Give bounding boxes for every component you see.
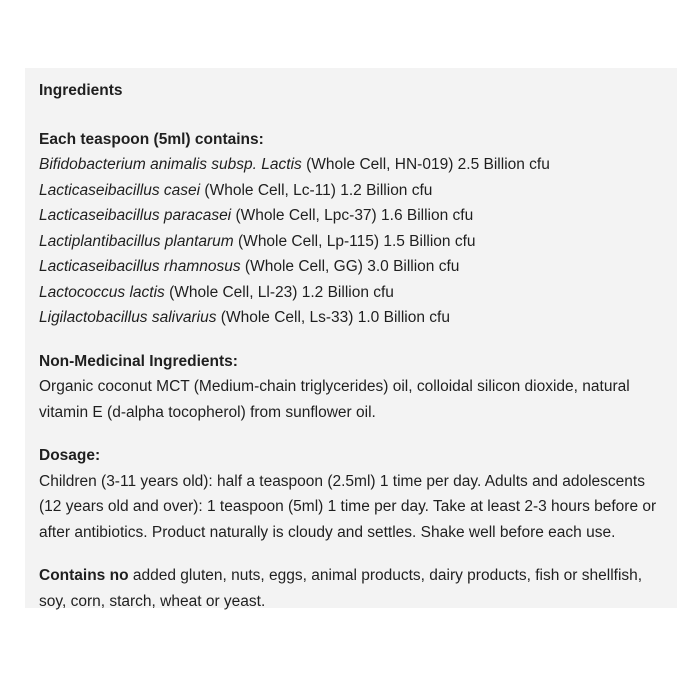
medicinal-ingredients-section [39,127,677,331]
allergen-statement [39,563,664,614]
ingredient-species: Ligilactobacillus salivarius [39,309,217,326]
ingredient-detail: (Whole Cell, Ll-23) 1.2 Billion cfu [164,283,394,301]
ingredient-species: Lacticaseibacillus rhamnosus [39,258,241,275]
dosage-heading: Dosage: [39,447,101,464]
ingredient-detail: (Whole Cell, Ls-33) 1.0 Billion cfu [216,309,450,326]
ingredient-detail: (Whole Cell, Lpc-37) 1.6 Billion cfu [231,207,474,224]
ingredient-item [39,305,677,331]
ingredient-species: Lacticaseibacillus casei [39,181,201,199]
non-medicinal-text: Organic coconut MCT (Medium-chain triglycerides) oil, colloidal silicon dioxide, natural vitamin E (d-alpha tocopherol) from sunflower oil. [39,378,630,421]
ingredient-species: Lactococcus lactis [39,283,165,301]
page-title: Ingredients [39,82,123,99]
ingredient-detail: (Whole Cell, Lp-115) 1.5 Billion cfu [233,232,476,250]
ingredient-item [39,280,677,306]
ingredients-panel [25,68,677,608]
dosage-text: Children (3-11 years old): half a teaspoon (2.5ml) 1 time per day. Adults and adolescents (12 years old and over): 1 teaspoon (5ml) 1 time per day. Take at least 2-3 hours before or after antibiotics. Product naturally is cloudy and settles. Shake well before each use. [39,472,657,541]
non-medicinal-heading: Non-Medicinal Ingredients: [39,352,238,370]
ingredient-item [39,152,677,178]
ingredient-detail: (Whole Cell, Lc-11) 1.2 Billion cfu [200,181,433,199]
ingredient-detail: (Whole Cell, HN-019) 2.5 Billion cfu [301,156,550,173]
ingredient-species: Lactiplantibacillus plantarum [39,232,234,250]
allergen-lead: Contains no [39,567,129,584]
medicinal-heading: Each teaspoon (5ml) contains: [39,130,264,148]
ingredient-item [39,229,677,255]
ingredient-species: Bifidobacterium animalis subsp. Lactis [39,156,302,173]
ingredient-item [39,178,677,204]
ingredient-item [39,203,677,229]
ingredient-item [39,254,677,280]
non-medicinal-section [39,349,677,426]
dosage-section [39,443,677,545]
ingredient-species: Lacticaseibacillus paracasei [39,207,232,224]
allergen-text: added gluten, nuts, eggs, animal products, dairy products, fish or shellfish, soy, corn, starch, wheat or yeast. [39,567,643,610]
ingredient-detail: (Whole Cell, GG) 3.0 Billion cfu [240,258,460,275]
